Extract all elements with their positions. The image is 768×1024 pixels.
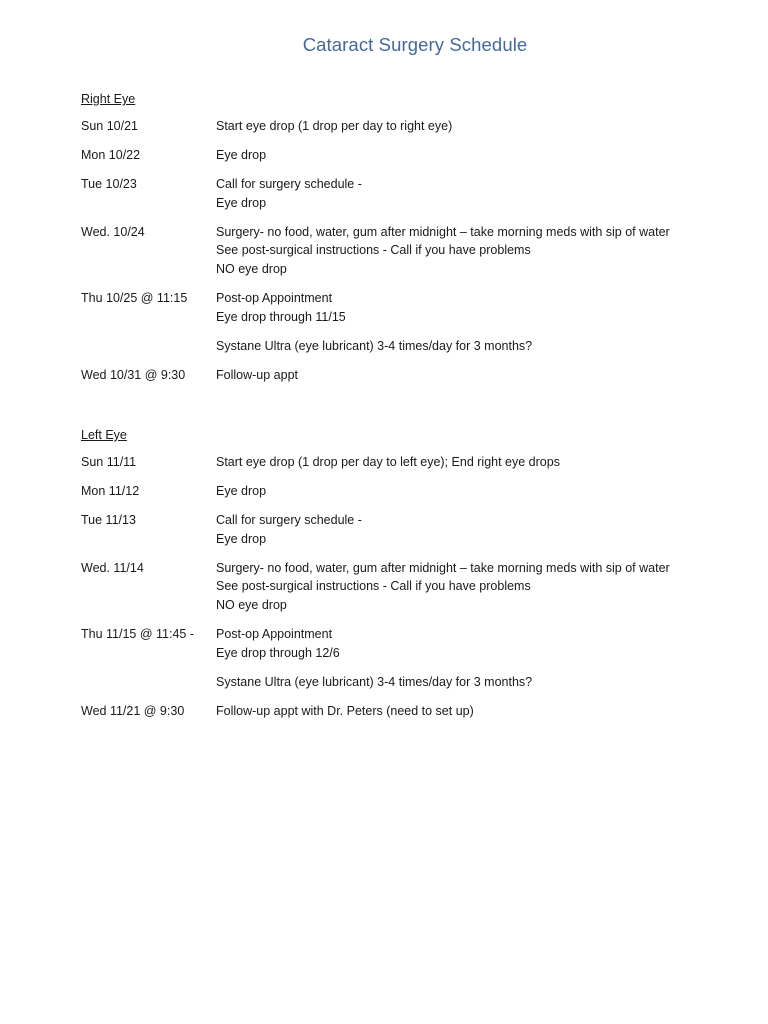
schedule-detail-line: Systane Ultra (eye lubricant) 3-4 times/day for 3 months? <box>216 674 533 689</box>
schedule-details <box>216 511 721 548</box>
schedule-details <box>216 625 721 662</box>
section-right-eye <box>81 91 721 395</box>
schedule-detail-line: Follow-up appt with Dr. Peters (need to set up) <box>216 703 474 718</box>
schedule-detail-line: Eye drop <box>216 148 267 163</box>
schedule-date: Sun 11/11 <box>81 455 137 469</box>
schedule-detail-line: Post-op Appointment <box>216 627 333 642</box>
schedule-row <box>81 673 721 692</box>
schedule-detail-line: NO eye drop <box>216 598 287 613</box>
schedule-row <box>81 453 721 472</box>
schedule-details <box>216 559 721 615</box>
schedule-detail-line: Systane Ultra (eye lubricant) 3-4 times/day for 3 months? <box>216 338 533 353</box>
section-heading: Left Eye <box>81 428 127 442</box>
schedule-row <box>81 482 721 501</box>
schedule-date: Wed. 11/14 <box>81 560 144 575</box>
schedule-detail-line: Eye drop through 12/6 <box>216 645 340 660</box>
schedule-date: Mon 10/22 <box>81 148 141 163</box>
schedule-date: Wed. 10/24 <box>81 224 145 239</box>
schedule-details <box>216 117 721 136</box>
schedule-date: Wed 10/31 @ 9:30 <box>81 367 186 382</box>
schedule-detail-line: Surgery- no food, water, gum after midnight – take morning meds with sip of water <box>216 560 670 575</box>
schedule-row <box>81 511 721 548</box>
schedule-detail-line: Post-op Appointment <box>216 291 333 306</box>
schedule-date: Tue 11/13 <box>81 513 136 528</box>
schedule-detail-line: Eye drop through 11/15 <box>216 309 346 324</box>
schedule-details <box>216 453 721 472</box>
schedule-details <box>216 366 721 385</box>
schedule-details <box>216 702 721 721</box>
schedule-details <box>216 146 721 165</box>
schedule-date: Thu 10/25 @ 11:15 <box>81 291 188 306</box>
schedule-detail-line: Follow-up appt <box>216 367 298 382</box>
schedule-detail-line: Eye drop <box>216 531 267 546</box>
schedule-date: Tue 10/23 <box>81 177 137 192</box>
schedule-row <box>81 146 721 165</box>
section-heading: Right Eye <box>81 92 136 106</box>
schedule-row <box>81 175 721 212</box>
schedule-row <box>81 337 721 356</box>
schedule-details <box>216 482 721 501</box>
schedule-details <box>216 673 721 692</box>
schedule-row <box>81 702 721 721</box>
schedule-detail-line: See post-surgical instructions - Call if you have problems <box>216 243 531 258</box>
page-title: Cataract Surgery Schedule <box>302 34 528 55</box>
schedule-detail-line: See post-surgical instructions - Call if you have problems <box>216 579 531 594</box>
section-left-eye <box>81 427 721 731</box>
schedule-detail-line: NO eye drop <box>216 262 287 277</box>
schedule-details <box>216 223 721 279</box>
schedule-detail-line: Surgery- no food, water, gum after midnight – take morning meds with sip of water <box>216 224 670 239</box>
schedule-date: Wed 11/21 @ 9:30 <box>81 703 185 718</box>
schedule-date: Mon 11/12 <box>81 484 140 499</box>
schedule-row <box>81 289 721 326</box>
schedule-detail-line: Start eye drop (1 drop per day to right eye) <box>216 119 453 133</box>
schedule-detail-line: Call for surgery schedule - <box>216 513 362 528</box>
schedule-detail-line: Call for surgery schedule - <box>216 177 362 192</box>
schedule-details <box>216 289 721 326</box>
schedule-row <box>81 117 721 136</box>
schedule-row <box>81 625 721 662</box>
schedule-detail-line: Start eye drop (1 drop per day to left eye); End right eye drops <box>216 455 560 469</box>
schedule-details <box>216 175 721 212</box>
schedule-date: Sun 10/21 <box>81 119 138 133</box>
schedule-detail-line: Eye drop <box>216 484 267 499</box>
schedule-row <box>81 223 721 279</box>
schedule-detail-line: Eye drop <box>216 195 267 210</box>
schedule-details <box>216 337 721 356</box>
schedule-row <box>81 559 721 615</box>
schedule-row <box>81 366 721 385</box>
schedule-date: Thu 11/15 @ 11:45 - <box>81 627 194 642</box>
